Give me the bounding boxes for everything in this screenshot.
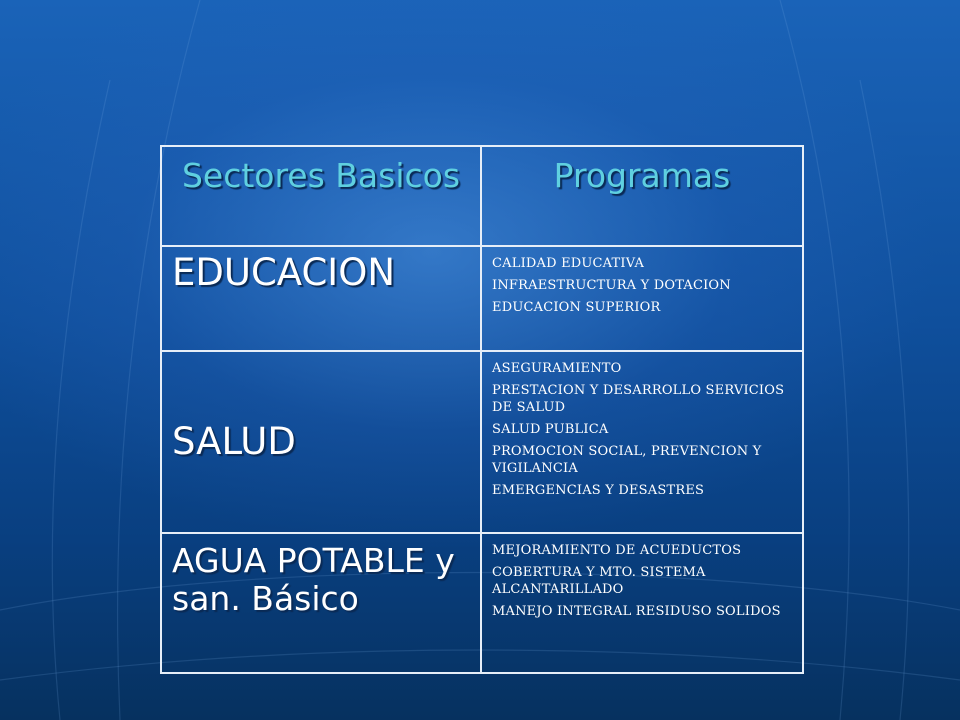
program-item: MANEJO INTEGRAL RESIDUSO SOLIDOS	[492, 604, 781, 619]
program-item: CALIDAD EDUCATIVA	[492, 256, 645, 271]
programs-salud	[481, 351, 803, 533]
program-item: PRESTACION Y DESARROLLO SERVICIOS DE SALUD	[492, 383, 785, 415]
programs-agua-potable	[481, 533, 803, 673]
program-item: INFRAESTRUCTURA Y DOTACION	[492, 278, 731, 293]
programs-educacion	[481, 246, 803, 351]
table-header-row	[161, 146, 803, 246]
program-list	[492, 255, 790, 316]
header-sectors: Sectores Basicos	[161, 146, 481, 246]
program-list	[492, 542, 790, 620]
program-list	[492, 360, 790, 499]
program-item: PROMOCION SOCIAL, PREVENCION Y VIGILANCIA	[492, 444, 762, 476]
table-row	[161, 246, 803, 351]
sectors-programs-table	[160, 145, 804, 674]
program-item: EDUCACION SUPERIOR	[492, 300, 661, 315]
table-row	[161, 351, 803, 533]
program-item: COBERTURA Y MTO. SISTEMA ALCANTARILLADO	[492, 565, 706, 597]
sector-educacion: EDUCACION	[161, 246, 481, 351]
sector-salud: SALUD	[161, 351, 481, 533]
sector-agua-potable: AGUA POTABLE y san. Básico	[161, 533, 481, 673]
program-item: SALUD PUBLICA	[492, 422, 609, 437]
program-item: EMERGENCIAS Y DESASTRES	[492, 483, 705, 498]
program-item: MEJORAMIENTO DE ACUEDUCTOS	[492, 543, 742, 558]
program-item: ASEGURAMIENTO	[492, 361, 622, 376]
header-programs: Programas	[481, 146, 803, 246]
table-row	[161, 533, 803, 673]
